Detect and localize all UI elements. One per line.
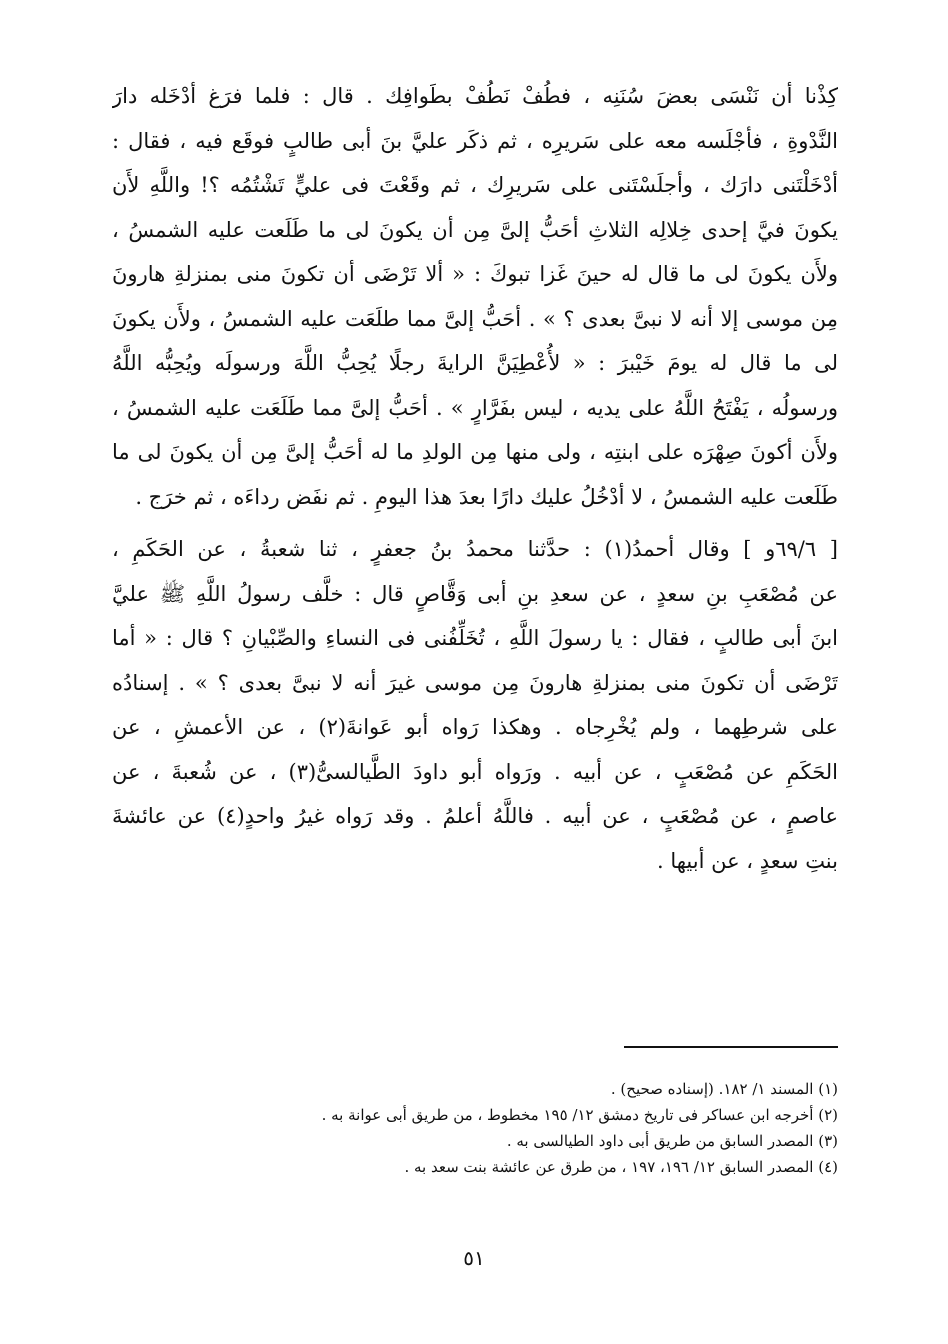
footnote-4: (٤) المصدر السابق ١٢/ ١٩٦، ١٩٧ ، من طرق عن عائشة بنت سعد به .	[404, 1158, 838, 1176]
footnotes	[112, 1076, 838, 1180]
text-line: مِن موسى إلا أنه لا نبىَّ بعدى ؟ » . أحَبُّ إلىَّ مما طلَعَت عليه الشمسُ ، ولأَن يكونَ	[112, 306, 838, 331]
text-line: ولأَن أكونَ صِهْرَه على ابنتِه ، ولى منها مِن الولدِ ما له أحَبُّ إلىَّ مِن أن يكونَ لى ما	[112, 440, 838, 464]
page-number: ٥١	[463, 1246, 485, 1270]
main-text	[112, 74, 838, 883]
text-line: تَرْضَى أن تكونَ منى بمنزلةِ هارونَ مِن موسى غيرَ أنه لا نبىَّ بعدى ؟ » . إسنادُه	[112, 670, 838, 695]
text-line: عن مُصْعَبِ بنِ سعدٍ ، عن سعدِ بنِ أبى وَقَّاصٍ قال : خلَّف رسولُ اللَّهِ ﷺ عليَّ	[112, 581, 838, 606]
text-line: ورسولُه ، يَفْتَحُ اللَّهُ على يديه ، ليس بفَرَّارٍ » . أحَبُّ إلىَّ مما طَلَعَت عليه الشمسُ ،	[112, 395, 838, 420]
text-line: ابنَ أبى طالبٍ ، فقال : يا رسولَ اللَّهِ ، تُخَلِّفُنى فى النساءِ والصِّبْيانِ ؟ قال : « أما	[112, 626, 838, 650]
text-line: عاصمٍ ، عن مُصْعَبٍ ، عن أبيه . فاللَّهُ أعلمُ . وقد رَواه غيرُ واحدٍ(٤) عن عائشةَ	[112, 804, 838, 828]
text-line: يكونَ فيَّ إحدى خِلالِه الثلاثِ أحَبُّ إلىَّ مِن أن يكونَ لى ما طَلَعت عليه الشمسُ ،	[112, 217, 838, 242]
text-line: كِذْنا أن نَنْسَى بعضَ سُنَنِه ، فطُفْ نَطُفْ بطَوافِك . قال : فلما فرَغ أدْخَله دارَ	[112, 84, 838, 108]
text-line: [ ٦٩/٦و ] وقال أحمدُ(١) : حدَّثنا محمدُ بنُ جعفرٍ ، ثنا شعبةُ ، عن الحَكَمِ ،	[112, 537, 838, 561]
footnote-2: (٢) أخرجه ابن عساكر فى تاريخ دمشق ١٢/ ١٩٥ مخطوط ، من طريق أبى عوانة به .	[321, 1106, 838, 1124]
footnote-separator	[624, 1046, 838, 1048]
footnote-1: (١) المسند ١/ ١٨٢. (إسناده صحيح) .	[610, 1080, 838, 1098]
text-line: ولأَن يكونَ لى ما قال له حينَ غَزا تبوكَ : « ألا تَرْضَى أن تكونَ منى بمنزلةِ هارونَ	[112, 262, 838, 286]
text-line: الحَكَمِ عن مُصْعَبٍ ، عن أبيه . ورَواه أبو داودَ الطَّيالسىُّ(٣) ، عن شُعبةَ ، عن	[112, 759, 838, 784]
paragraph-gap	[112, 519, 838, 527]
text-line: بنتِ سعدٍ ، عن أبيها .	[657, 848, 838, 873]
text-line: أدْخَلْتَنى دارَك ، وأجلَسْتَنى على سَريرِك ، ثم وقَعْتَ فى عليٍّ تَشْتُمُه ؟! واللَّهِ لأَن	[112, 173, 838, 197]
text-line: طَلَعت عليه الشمسُ ، لا أدْخُلُ عليك دارًا بعدَ هذا اليومِ . ثم نفَض رداءَه ، ثم خرَج .	[135, 484, 838, 509]
footnote-3: (٣) المصدر السابق من طريق أبى داود الطيالسى به .	[506, 1132, 838, 1150]
text-line: النَّدْوةِ ، فأجْلَسه معه على سَريرِه ، ثم ذكَر عليَّ بنَ أبى طالبٍ فوقَع فيه ، فقال :	[112, 128, 838, 153]
text-line: على شرطِهما ، ولم يُخْرِجاه . وهكذا رَواه أبو عَوانةَ(٢) ، عن الأعمشِ ، عن	[112, 715, 838, 739]
text-line: لى ما قال له يومَ خَيْبرَ : « لأُعْطِيَنَّ الرايةَ رجلًا يُحِبُّ اللَّهَ ورسولَه ويُحِبُّه اللَّهُ	[112, 351, 838, 375]
